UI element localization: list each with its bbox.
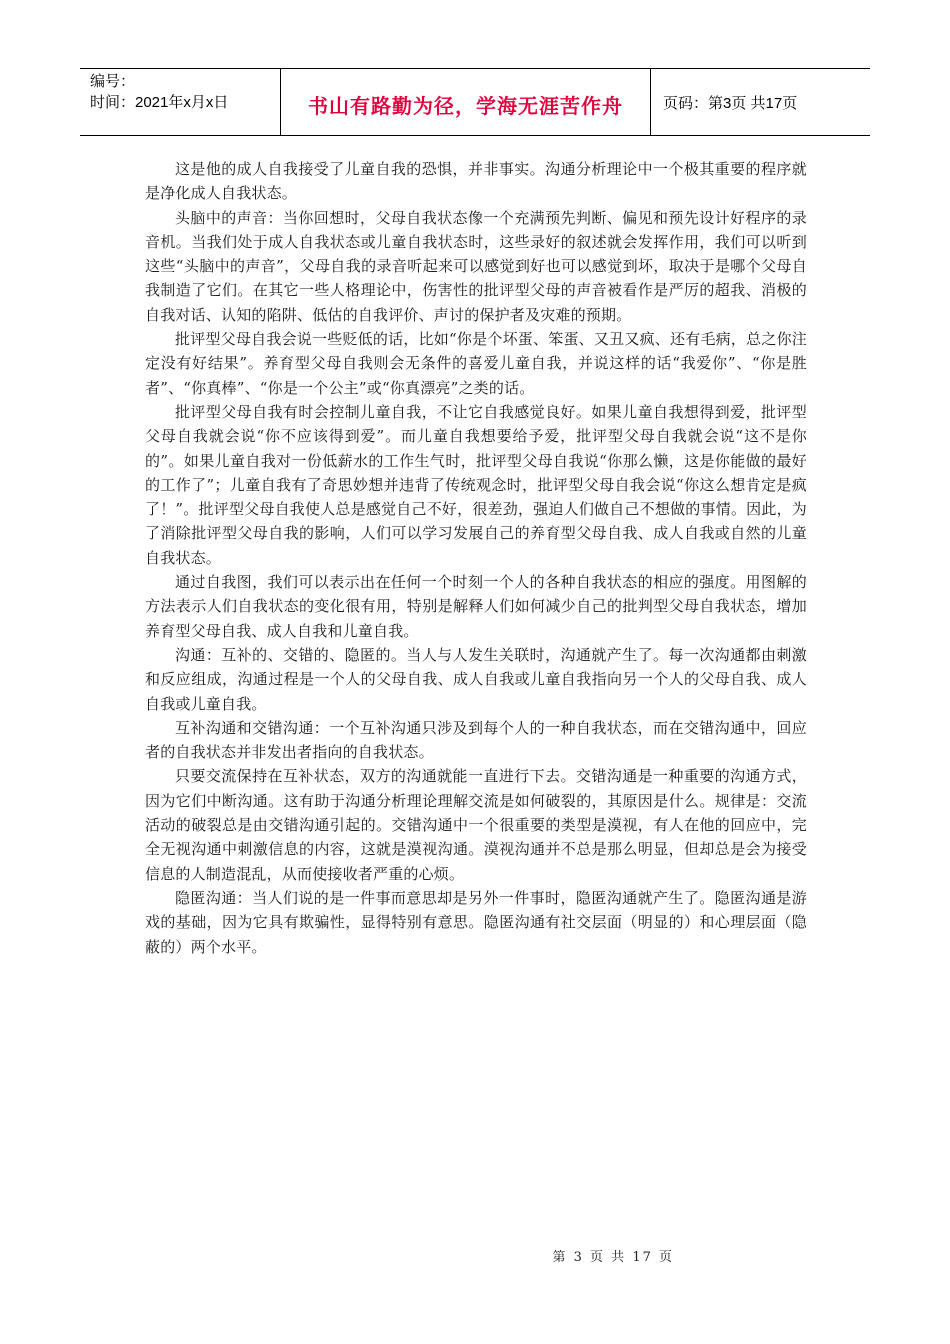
paragraph: 这是他的成人自我接受了儿童自我的恐惧，并非事实。沟通分析理论中一个极其重要的程序就是净化成人自我状态。: [145, 160, 807, 203]
paragraph: 只要交流保持在互补状态，双方的沟通就能一直进行下去。交错沟通是一种重要的沟通方式，因为它们中断沟通。这有助于沟通分析理论理解交流是如何破裂的，其原因是什么。规律是：交流活动的破裂总是由交错沟通引起的。交错沟通中一个很重要的类型是漠视，有人在他的回应中，完全无视沟通中刺激信息的内容，这就是漠视沟通。漠视沟通并不总是那么明显，但却总是会为接受信息的人制造混乱，从而使接收者严重的心烦。: [145, 767, 807, 883]
page-header: [80, 68, 870, 136]
header-page-info: 页码：第3页 共17页: [663, 94, 798, 112]
paragraph: 头脑中的声音：当你回想时，父母自我状态像一个充满预先判断、偏见和预先设计好程序的录音机。当我们处于成人自我状态或儿童自我状态时，这些录好的叙述就会发挥作用，我们可以听到这些“头脑中的声音”，父母自我的录音听起来可以感觉到好也可以感觉到坏，取决于是哪个父母自我制造了它们。在其它一些人格理论中，伤害性的批评型父母的声音被看作是严厉的超我、消极的自我对话、认知的陷阱、低估的自我评价、声讨的保护者及灾难的预期。: [145, 208, 807, 324]
page-footer: 第 3 页 共 17 页: [552, 1250, 674, 1265]
paragraph: 互补沟通和交错沟通：一个互补沟通只涉及到每个人的一种自我状态，而在交错沟通中，回应者的自我状态并非发出者指向的自我状态。: [145, 718, 807, 762]
header-motto-cell: [281, 69, 651, 135]
date-line: 时间：2021年x月x日: [90, 94, 229, 111]
header-meta: [80, 69, 281, 135]
paragraph: 隐匿沟通：当人们说的是一件事而意思却是另外一件事时，隐匿沟通就产生了。隐匿沟通是游戏的基础，因为它具有欺骗性，显得特别有意思。隐匿沟通有社交层面（明显的）和心理层面（隐蔽的）两个水平。: [145, 888, 807, 956]
serial-number-label: 编号：: [90, 73, 136, 90]
paragraph: 批评型父母自我有时会控制儿童自我，不让它自我感觉良好。如果儿童自我想得到爱，批评型父母自我就会说“你不应该得到爱”。而儿童自我想要给予爱，批评型父母自我就会说“这不是你的”。如果儿童自我对一份低薪水的工作生气时，批评型父母自我说“你那么懒，这是你能做的最好的工作了”；儿童自我有了奇思妙想并违背了传统观念时，批评型父母自我会说“你这么想肯定是疯了！”。批评型父母自我使人总是感觉自己不好，很差劲，强迫人们做自己不想做的事情。因此，为了消除批评型父母自我的影响，人们可以学习发展自己的养育型父母自我、成人自我或自然的儿童自我状态。: [145, 402, 807, 567]
paragraph: 批评型父母自我会说一些贬低的话，比如“你是个坏蛋、笨蛋、又丑又疯、还有毛病，总之你注定没有好结果”。养育型父母自我则会无条件的喜爱儿童自我，并说这样的话“我爱你”、“你是胜者”、“你真棒”、“你是一个公主”或“你真漂亮”之类的话。: [145, 330, 807, 397]
paragraph: 通过自我图，我们可以表示出在任何一个时刻一个人的各种自我状态的相应的强度。用图解的方法表示人们自我状态的变化很有用，特别是解释人们如何减少自己的批判型父母自我状态，增加养育型父母自我、成人自我和儿童自我。: [145, 573, 807, 640]
document-body: [145, 157, 807, 959]
motto: 书山有路勤为径，学海无涯苦作舟: [308, 93, 623, 118]
paragraph: 沟通：互补的、交错的、隐匿的。当人与人发生关联时，沟通就产生了。每一次沟通都由刺激和反应组成，沟通过程是一个人的父母自我、成人自我或儿童自我指向另一个人的父母自我、成人自我或儿童自我。: [145, 645, 807, 713]
